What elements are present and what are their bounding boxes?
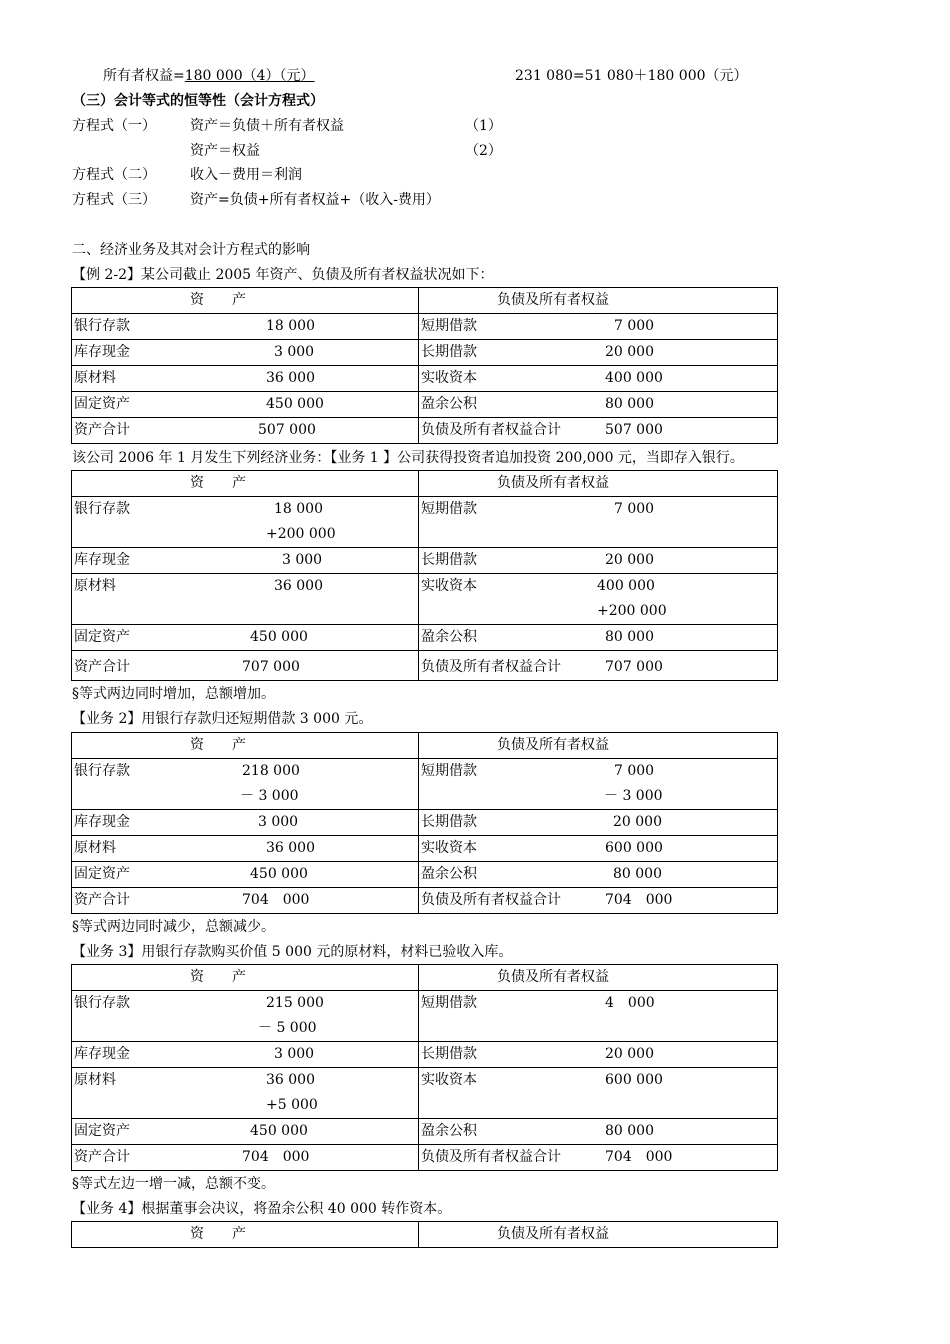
header-liabilities-equity: 负债及所有者权益	[497, 969, 609, 985]
asset-label: 固定资产	[74, 866, 130, 882]
asset-label: 银行存款	[74, 995, 130, 1011]
table-row	[72, 862, 778, 888]
eq3-label: 方程式（三）	[72, 192, 156, 208]
table-row	[72, 625, 778, 651]
liability-value: 20 000	[605, 1046, 654, 1062]
liability-value: 600 000	[605, 840, 663, 856]
liability-label: 负债及所有者权益合计	[421, 422, 561, 438]
header-liabilities-equity: 负债及所有者权益	[497, 737, 609, 753]
balance-table-biz1	[71, 470, 778, 681]
header-liabilities-equity: 负债及所有者权益	[497, 292, 609, 308]
asset-label: 资产合计	[74, 892, 130, 908]
liability-label: 长期借款	[421, 344, 477, 360]
liability-label: 负债及所有者权益合计	[421, 892, 561, 908]
liability-value: 7 000	[614, 763, 655, 779]
liability-value: 4 000	[605, 995, 655, 1011]
liability-label: 盈余公积	[421, 396, 477, 412]
liability-value: 507 000	[605, 422, 663, 438]
asset-label: 资产合计	[74, 1149, 130, 1165]
asset-value: 507 000	[258, 422, 316, 438]
asset-value: 450 000	[250, 1123, 308, 1139]
eq1-text: 资产＝负债＋所有者权益	[190, 118, 344, 134]
note-2: §等式两边同时减少，总额减少。	[72, 919, 275, 935]
asset-change: － 3 000	[240, 788, 299, 804]
liability-label: 短期借款	[421, 501, 477, 517]
asset-label: 原材料	[74, 840, 116, 856]
eq1b-text: 资产＝权益	[190, 143, 260, 159]
equity-line	[103, 66, 315, 86]
equity-label: 所有者权益=	[103, 68, 185, 84]
liability-label: 实收资本	[421, 840, 477, 856]
asset-label: 库存现金	[74, 1046, 130, 1062]
table-row	[72, 888, 778, 914]
asset-change: +5 000	[266, 1097, 318, 1113]
asset-label: 固定资产	[74, 629, 130, 645]
liability-label: 盈余公积	[421, 866, 477, 882]
liability-value: 80 000	[605, 396, 654, 412]
eq1b-num: （2）	[465, 143, 502, 159]
asset-value: 3 000	[274, 1046, 315, 1062]
biz3-intro: 【业务 3】用银行存款购买价值 5 000 元的原材料，材料已验收入库。	[72, 944, 513, 960]
header-assets: 资 产	[190, 1226, 246, 1242]
table-row	[72, 497, 778, 548]
table-row	[72, 651, 778, 681]
liability-value: 704 000	[605, 892, 673, 908]
liability-label: 短期借款	[421, 763, 477, 779]
asset-value: 36 000	[266, 840, 315, 856]
asset-label: 原材料	[74, 1072, 116, 1088]
table-row	[72, 759, 778, 810]
eq2-label: 方程式（二）	[72, 167, 156, 183]
balance-table-initial	[71, 287, 778, 444]
liability-label: 短期借款	[421, 318, 477, 334]
note-1: §等式两边同时增加，总额增加。	[72, 686, 275, 702]
asset-value: 450 000	[250, 866, 308, 882]
asset-value: 18 000	[274, 501, 323, 517]
table-row	[72, 1119, 778, 1145]
table-row	[72, 574, 778, 625]
table-row	[72, 1068, 778, 1119]
eq2-text: 收入－费用＝利润	[190, 167, 302, 183]
liability-label: 实收资本	[421, 370, 477, 386]
liability-value: 707 000	[605, 659, 663, 675]
asset-label: 固定资产	[74, 396, 130, 412]
eq1-label: 方程式（一）	[72, 118, 156, 134]
asset-value: 215 000	[266, 995, 324, 1011]
biz4-intro: 【业务 4】根据董事会决议，将盈余公积 40 000 转作资本。	[72, 1201, 452, 1217]
liability-value: 20 000	[605, 552, 654, 568]
table-row	[72, 314, 778, 340]
liability-value: 80 000	[605, 1123, 654, 1139]
asset-label: 库存现金	[74, 814, 130, 830]
asset-label: 银行存款	[74, 763, 130, 779]
eq3-text: 资产=负债+所有者权益+（收入-费用）	[190, 192, 440, 208]
asset-label: 资产合计	[74, 659, 130, 675]
asset-value: 218 000	[242, 763, 300, 779]
table-row	[72, 991, 778, 1042]
part2-title: 二、经济业务及其对会计方程式的影响	[72, 242, 310, 258]
asset-value: 36 000	[274, 578, 323, 594]
asset-value: 36 000	[266, 370, 315, 386]
liability-value: 600 000	[605, 1072, 663, 1088]
asset-value: 707 000	[242, 659, 300, 675]
asset-value: 3 000	[258, 814, 299, 830]
balance-table-biz2	[71, 732, 778, 914]
liability-label: 负债及所有者权益合计	[421, 659, 561, 675]
asset-label: 固定资产	[74, 1123, 130, 1139]
header-assets: 资 产	[190, 737, 246, 753]
header-assets: 资 产	[190, 969, 246, 985]
liability-value: 704 000	[605, 1149, 673, 1165]
table-row	[72, 1145, 778, 1171]
liability-change: － 3 000	[604, 788, 663, 804]
balance-table-biz3	[71, 964, 778, 1171]
header-liabilities-equity: 负债及所有者权益	[497, 1226, 609, 1242]
table-row	[72, 340, 778, 366]
equity-check: 231 080=51 080＋180 000（元）	[515, 68, 748, 84]
liability-label: 短期借款	[421, 995, 477, 1011]
liability-value: 20 000	[605, 344, 654, 360]
table-row	[72, 836, 778, 862]
table-row	[72, 810, 778, 836]
liability-value: 7 000	[614, 501, 655, 517]
asset-label: 银行存款	[74, 318, 130, 334]
liability-value: 20 000	[613, 814, 662, 830]
liability-label: 长期借款	[421, 814, 477, 830]
asset-value: 704 000	[242, 1149, 310, 1165]
liability-value: 80 000	[613, 866, 662, 882]
asset-value: 3 000	[274, 344, 315, 360]
liability-label: 盈余公积	[421, 629, 477, 645]
asset-label: 资产合计	[74, 422, 130, 438]
table-row	[72, 548, 778, 574]
liability-change: +200 000	[597, 603, 667, 619]
example-intro: 【例 2-2】某公司截止 2005 年资产、负债及所有者权益状况如下：	[72, 267, 494, 283]
liability-value: 400 000	[597, 578, 655, 594]
liability-label: 长期借款	[421, 1046, 477, 1062]
table-row	[72, 392, 778, 418]
table-row	[72, 366, 778, 392]
liability-label: 负债及所有者权益合计	[421, 1149, 561, 1165]
liability-label: 实收资本	[421, 578, 477, 594]
asset-value: 450 000	[250, 629, 308, 645]
asset-value: 3 000	[282, 552, 323, 568]
note-3: §等式左边一增一减，总额不变。	[72, 1176, 275, 1192]
asset-label: 银行存款	[74, 501, 130, 517]
liability-label: 实收资本	[421, 1072, 477, 1088]
eq1-num: （1）	[465, 118, 502, 134]
section-title: （三）会计等式的恒等性（会计方程式）	[72, 93, 324, 109]
liability-value: 7 000	[614, 318, 655, 334]
asset-label: 库存现金	[74, 344, 130, 360]
biz1-intro: 该公司 2006 年 1 月发生下列经济业务：【业务 1 】公司获得投资者追加投资 200,000 元，当即存入银行。	[72, 450, 744, 466]
balance-table-biz4	[71, 1221, 778, 1248]
header-liabilities-equity: 负债及所有者权益	[497, 475, 609, 491]
asset-change: － 5 000	[258, 1020, 317, 1036]
asset-value: 18 000	[266, 318, 315, 334]
liability-value: 400 000	[605, 370, 663, 386]
biz2-intro: 【业务 2】用银行存款归还短期借款 3 000 元。	[72, 711, 373, 727]
asset-value: 704 000	[242, 892, 310, 908]
header-assets: 资 产	[190, 475, 246, 491]
liability-label: 盈余公积	[421, 1123, 477, 1139]
liability-value: 80 000	[605, 629, 654, 645]
equity-value: 180 000（4）（元）	[184, 68, 315, 84]
table-row	[72, 418, 778, 444]
header-assets: 资 产	[190, 292, 246, 308]
asset-label: 库存现金	[74, 552, 130, 568]
liability-label: 长期借款	[421, 552, 477, 568]
asset-value: 36 000	[266, 1072, 315, 1088]
asset-change: +200 000	[266, 526, 336, 542]
asset-label: 原材料	[74, 578, 116, 594]
asset-label: 原材料	[74, 370, 116, 386]
table-row	[72, 1042, 778, 1068]
asset-value: 450 000	[266, 396, 324, 412]
